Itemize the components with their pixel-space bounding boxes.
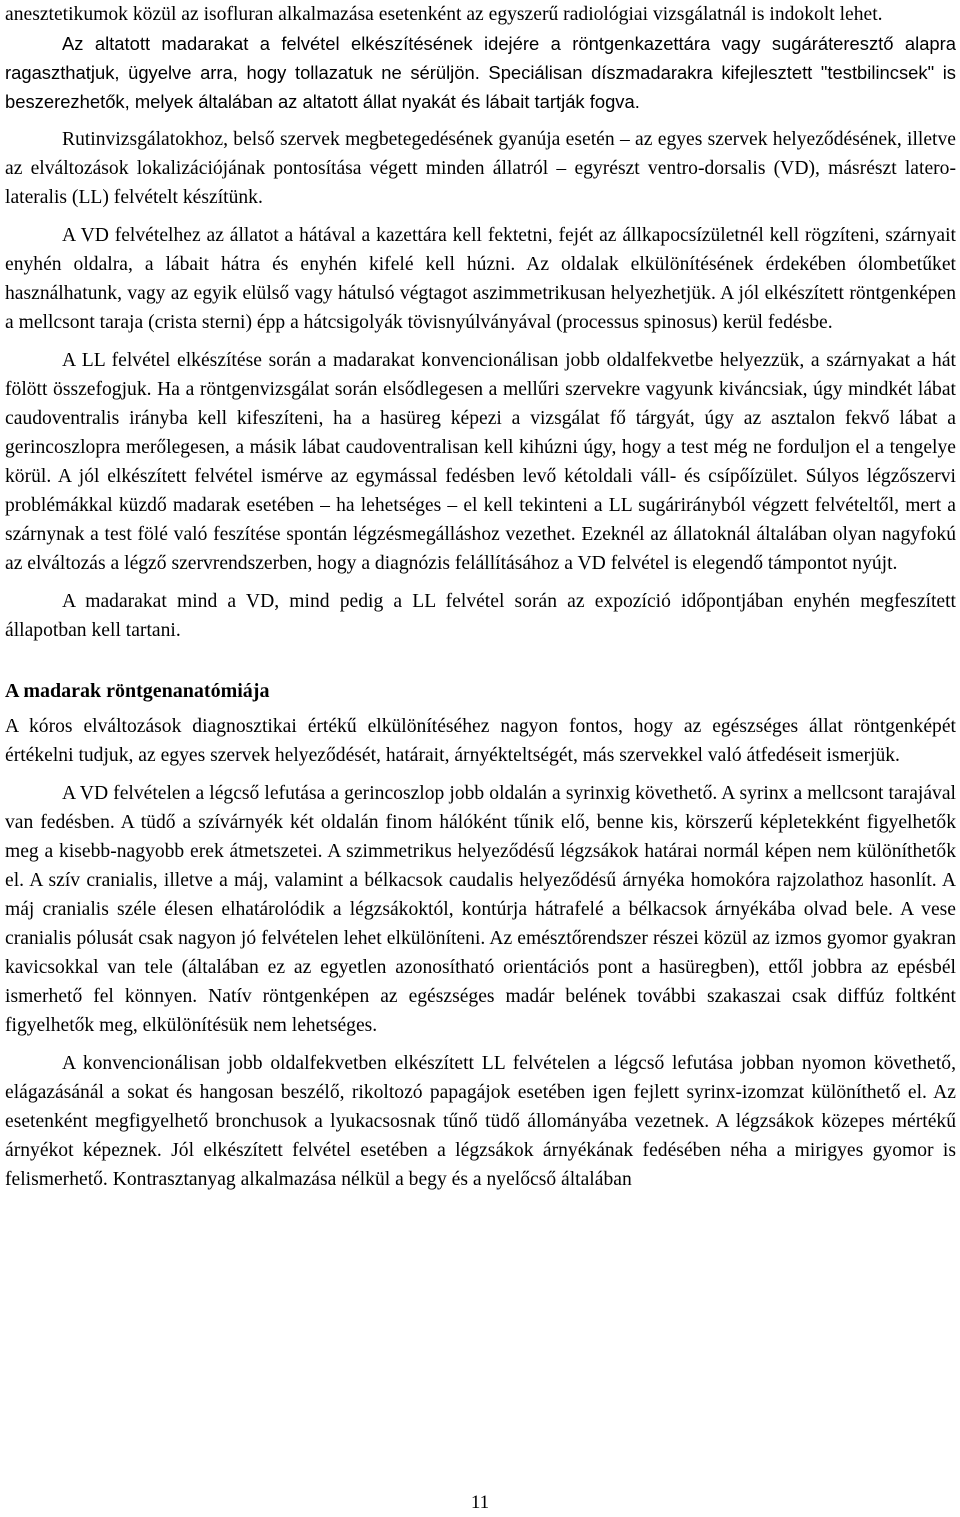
text-run: A VD felvételhez az állatot a hátával a kazettára kell fektetni, fejét az állkapocsízületnél kell rögzíteni, szárnyait enyhén oldalra, a lábait hátra és enyhén kifelé kell húzni. Az oldalak elkülönítésének érdekében ólombetűket használhatunk, vagy az egyik elülső vagy hátulsó végtagot aszimmetrikusan helyezhetjük. A jól elkészített röntgenképen a mellcsont taraja (crista sterni) épp a hátcsigolyák tövisnyúlványával (processus spinosus) kerül fedésbe. bbox=[5, 225, 956, 333]
text-run: Rutinvizsgálatokhoz, belső szervek megbetegedésének gyanúja esetén – az egyes szervek helyeződésének, illetve az elváltozások lokalizációjának pontosítása végett minden állatról – egyrészt ventro-dorsalis (VD), másrészt latero-lateralis (LL) felvételt készítünk. bbox=[5, 129, 956, 208]
text-run: anesztetikumok közül az isofluran alkalmazása esetenként az egyszerű radiológiai vizsgálatnál is indokolt lehet. bbox=[5, 4, 883, 25]
paragraph-8 bbox=[5, 779, 956, 1040]
paragraph-9 bbox=[5, 1049, 956, 1194]
paragraph-2 bbox=[5, 29, 956, 116]
paragraph-3 bbox=[5, 125, 956, 212]
page-number: 11 bbox=[470, 1492, 490, 1513]
paragraph-1 bbox=[5, 0, 956, 29]
paragraph-4 bbox=[5, 221, 956, 337]
text-run: Az altatott madarakat a felvétel elkészítésének idejére a röntgenkazettára vagy sugáráteresztő alapra ragaszthatjuk, ügyelve arra, hogy tollazatuk ne sérüljön. Speciálisan díszmadarakra kifejlesztett "testbilincsek" is beszerezhetők, melyek általában az altatott állat nyakát és lábait tartják fogva. bbox=[5, 33, 956, 112]
text-run: A LL felvétel elkészítése során a madarakat konvencionálisan jobb oldalfekvetbe helyezzük, a szárnyakat a hát fölött összefogjuk. Ha a röntgenvizsgálat során elsődlegesen a mellűri szervekre vagyunk kiváncsiak, úgy mindkét lábat caudoventralis irányba kell kifeszíteni, ha a hasüreg képezi a vizsgálat fő tárgyát, úgy az asztalon fekvő lábat a gerincoszlopra merőlegesen, a másik lábat caudoventralisan kell kihúzni úgy, hogy a test még ne forduljon el a tengelye körül. A jól elkészített felvétel ismérve az egymással fedésben levő kétoldali váll- és csípőízület. Súlyos légzőszervi problémákkal küzdő madarak esetében – ha lehetséges – el kell tekinteni a LL sugárirányból végzett felvételtől, mert a szárnynak a test fölé való feszítése spontán légzésmegálláshoz vezethet. Ezeknél az állatoknál általában olyan nagyfokú az elváltozás a légző szervrendszerben, hogy a diagnózis felállításához a VD felvétel is elegendő támpontot nyújt. bbox=[5, 350, 956, 574]
text-run: A konvencionálisan jobb oldalfekvetben elkészített LL felvételen a légcső lefutása jobban nyomon követhető, elágazásánál a sokat és hangosan beszélő, rikoltozó papagájok esetében igen fejlett syrinx-izomzat különíthető el. Az esetenként megfigyelhető bronchusok a lyukacsosnak tűnő tüdő állományába vezetnek. A légzsákok közepes mértékű árnyékot képeznek. Jól elkészített felvétel esetében a légzsákok árnyékának fedésében néha a mirigyes gyomor is felismerhető. Kontrasztanyag alkalmazása nélkül a begy és a nyelőcső általában bbox=[5, 1053, 956, 1190]
page-body bbox=[5, 0, 956, 1194]
section-heading: A madarak röntgenanatómiája bbox=[5, 680, 270, 702]
text-run: A kóros elváltozások diagnosztikai értékű elkülönítéséhez nagyon fontos, hogy az egészséges állat röntgenképét értékelni tudjuk, az egyes szervek helyeződését, határait, árnyékteltségét, más szervekkel való átfedéseit ismerjük. bbox=[5, 716, 956, 766]
paragraph-6 bbox=[5, 587, 956, 645]
paragraph-5 bbox=[5, 346, 956, 578]
text-run: A madarakat mind a VD, mind pedig a LL felvétel során az expozíció időpontjában enyhén megfeszített állapotban kell tartani. bbox=[5, 591, 956, 641]
text-run: A VD felvételen a légcső lefutása a gerincoszlop jobb oldalán a syrinxig követhető. A syrinx a mellcsont tarajával van fedésben. A tüdő a szívárnyék két oldalán finom hálóként tűnik elő, benne kis, körszerű képletekként figyelhetők meg a kisebb-nagyobb erek átmetszetei. A szimmetrikus helyeződésű légzsákok határai normál képen nem különíthetők el. A szív cranialis, illetve a máj, valamint a bélkacsok caudalis helyeződésű árnyéka homokóra rajzolathoz hasonlít. A máj cranialis széle élesen elhatárolódik a légzsákoktól, kontúrja hátrafelé a bélkacsok árnyékába olvad bele. A vese cranialis pólusát csak nagyon jó felvételen lehet elkülöníteni. Az emésztőrendszer részei közül az izmos gyomor gyakran kavicsokkal van tele (általában ez az egyetlen azonosítható orientációs pont a hasüregben), ettől jobbra az epésbél ismerhető fel könnyen. Natív röntgenképen az egészséges madár belének további szakaszai csak diffúz foltként figyelhetők meg, elkülönítésük nem lehetséges. bbox=[5, 783, 956, 1036]
paragraph-7 bbox=[5, 712, 956, 770]
